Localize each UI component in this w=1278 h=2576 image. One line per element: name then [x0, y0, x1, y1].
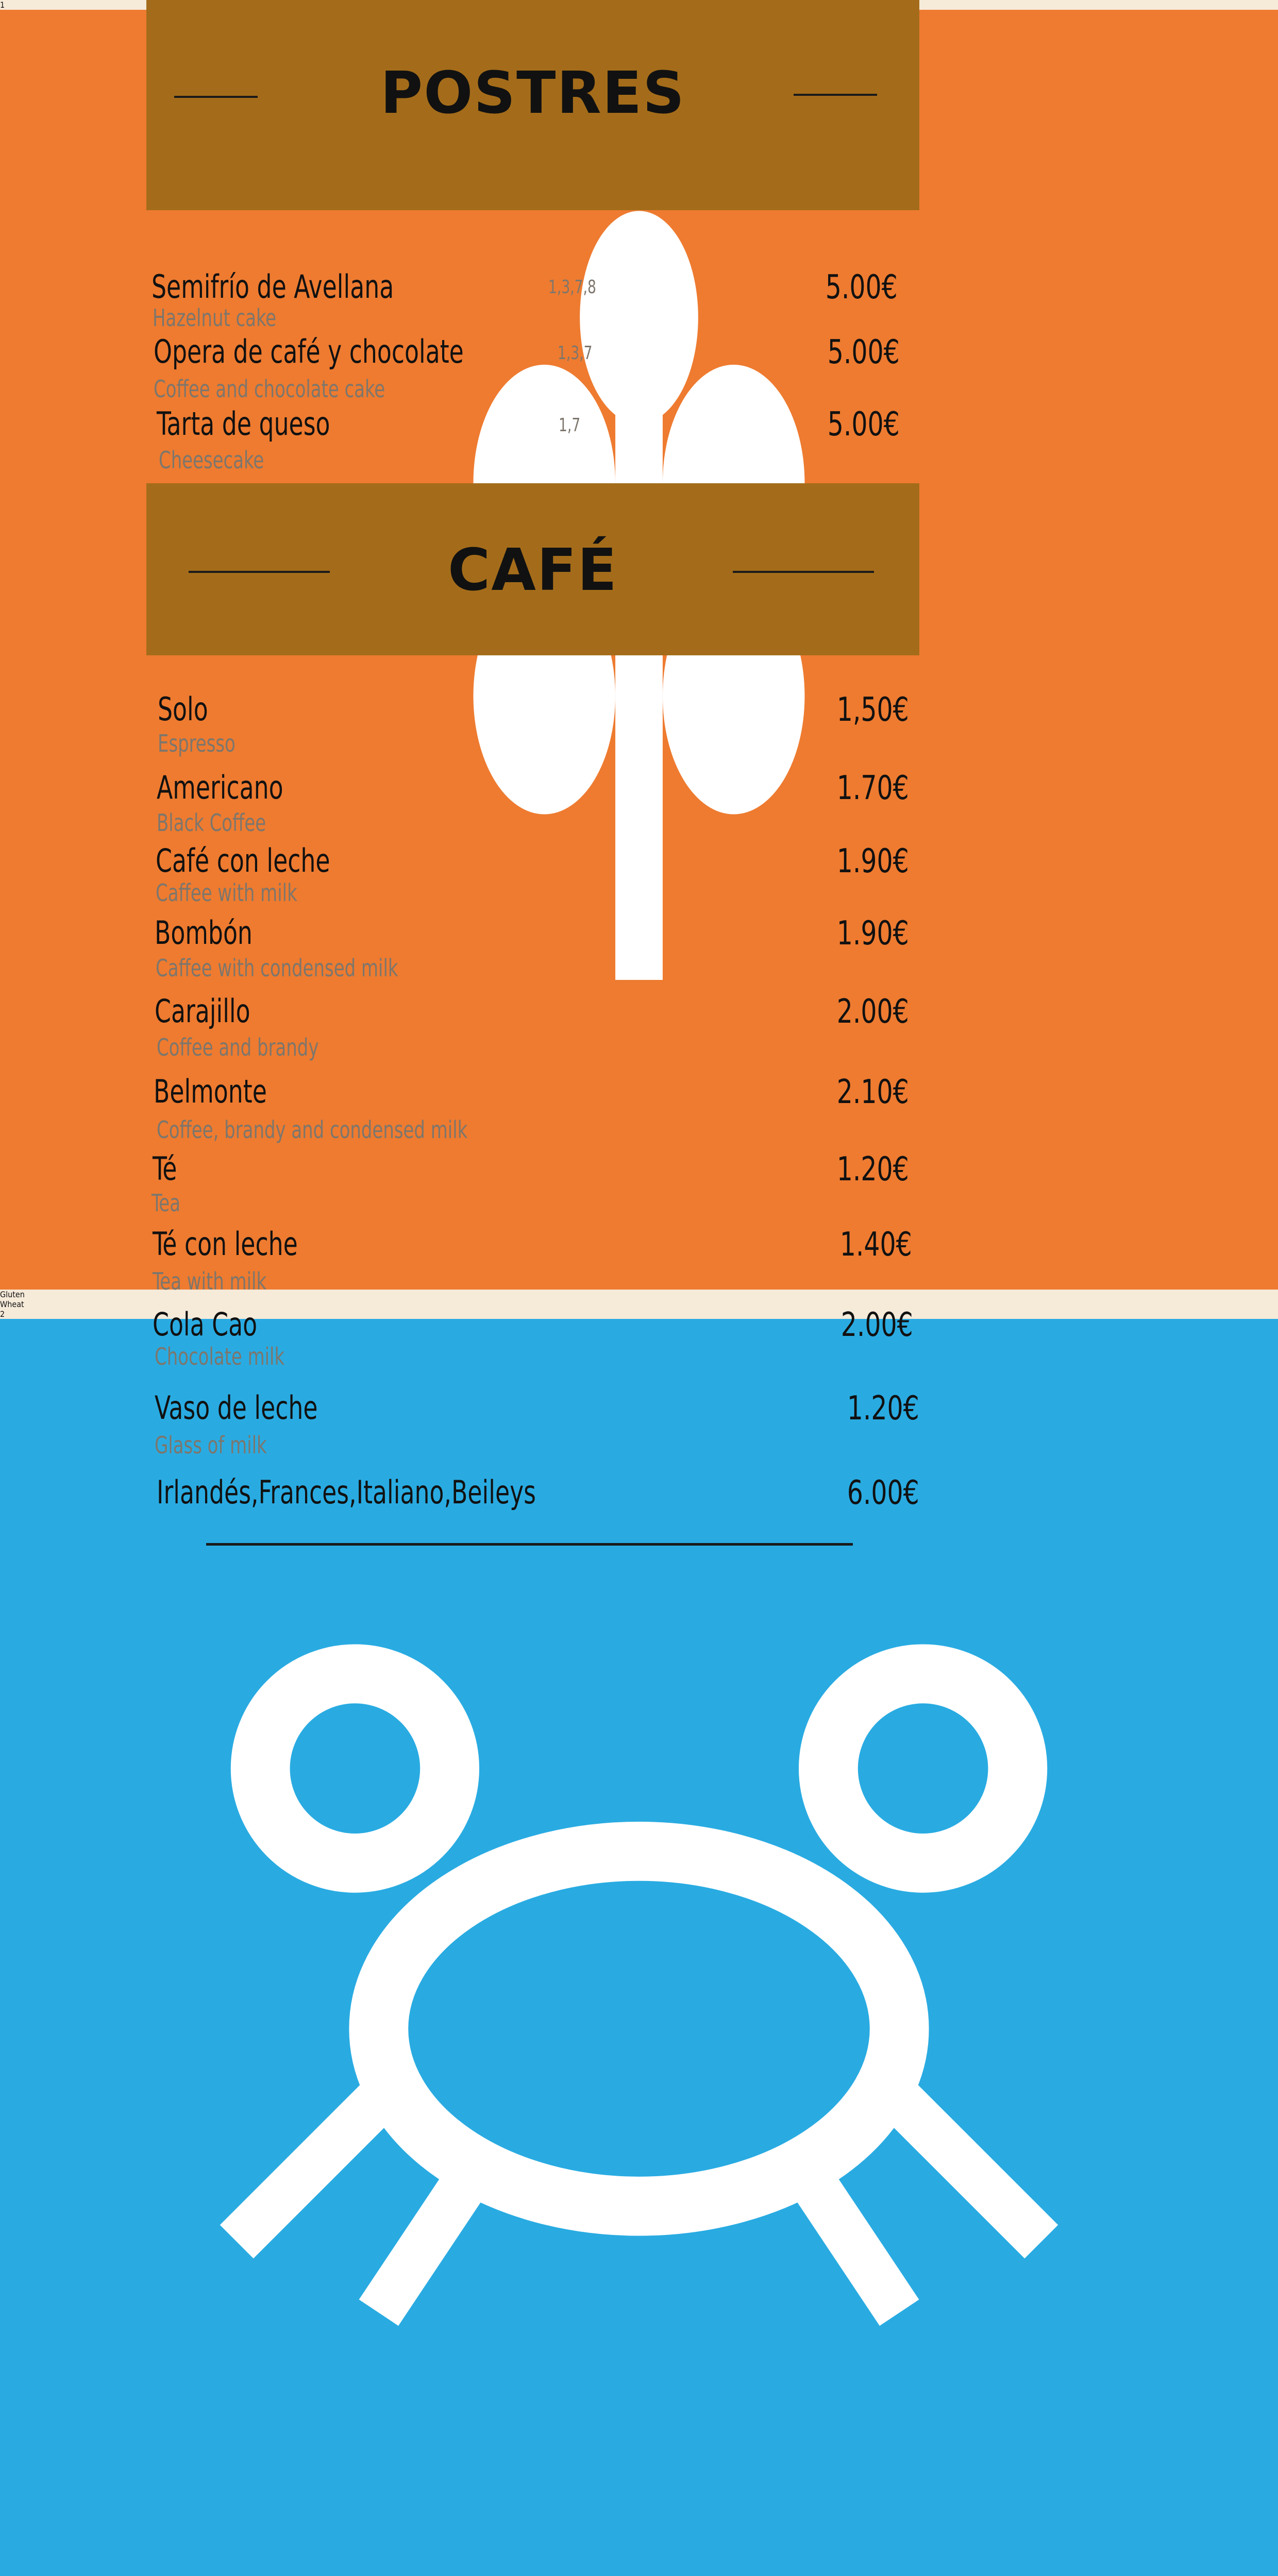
coffee-translation: Caffee with condensed milk: [156, 954, 398, 982]
allergen-name-es: Gluten: [0, 1290, 25, 1299]
coffee-translation: Coffee, brandy and condensed milk: [157, 1116, 468, 1144]
coffee-name: Té: [153, 1150, 177, 1188]
coffee-name: Té con leche: [153, 1225, 298, 1263]
dessert-price: 5.00€: [827, 405, 900, 444]
coffee-name: Vaso de leche: [155, 1389, 318, 1427]
dessert-price: 5.00€: [825, 268, 898, 307]
coffee-translation: Coffee and brandy: [157, 1033, 319, 1061]
coffee-price: 6.00€: [847, 1474, 919, 1512]
coffee-name: Café con leche: [156, 842, 330, 879]
coffee-name: Carajillo: [155, 992, 250, 1030]
dessert-translation: Cheesecake: [159, 446, 264, 474]
dessert-translation: Coffee and chocolate cake: [154, 375, 385, 403]
coffee-name: Irlandés,Frances,Italiano,Beileys: [157, 1473, 536, 1511]
coffee-translation: Black Coffee: [157, 809, 266, 837]
coffee-name: Bombón: [155, 914, 253, 952]
section-title-postres: POSTRES: [380, 60, 685, 127]
allergen-name-en: Wheat: [0, 1299, 24, 1309]
coffee-price: 2.10€: [836, 1073, 909, 1111]
dessert-name: Semifrío de Avellana: [152, 268, 394, 306]
section-title-cafe: CAFÉ: [448, 537, 618, 604]
coffee-translation: Tea: [152, 1189, 180, 1217]
banner-rule-right: [733, 571, 874, 573]
dessert-name: Opera de café y chocolate: [154, 333, 464, 370]
coffee-translation: Caffee with milk: [156, 879, 297, 907]
allergen-number: 1: [0, 0, 5, 10]
dessert-allergens: 1,3,7: [558, 343, 593, 364]
postres-banner: [146, 0, 919, 210]
coffee-price: 1.90€: [836, 914, 909, 953]
allergen-number: 2: [0, 1309, 5, 1319]
dessert-allergens: 1,3,7,8: [548, 277, 596, 298]
coffee-price: 1.20€: [836, 1150, 909, 1189]
dessert-translation: Hazelnut cake: [153, 304, 277, 332]
coffee-name: Cola Cao: [153, 1306, 258, 1343]
coffee-price: 1.90€: [836, 842, 909, 880]
coffee-price: 1.70€: [836, 769, 909, 807]
banner-rule-right: [794, 94, 877, 96]
coffee-price: 1,50€: [836, 691, 909, 729]
coffee-price: 1.40€: [839, 1226, 912, 1264]
allergen-divider: [206, 1543, 853, 1546]
coffee-name: Solo: [158, 690, 208, 728]
dessert-price: 5.00€: [827, 333, 900, 371]
coffee-price: 1.20€: [847, 1389, 919, 1428]
coffee-price: 2.00€: [840, 1306, 913, 1344]
coffee-price: 2.00€: [836, 993, 909, 1031]
cafe-banner: [146, 483, 919, 655]
coffee-translation: Espresso: [158, 730, 236, 757]
coffee-name: Belmonte: [154, 1073, 267, 1110]
coffee-name: Americano: [157, 769, 283, 806]
coffee-translation: Glass of milk: [155, 1431, 267, 1459]
coffee-translation: Tea with milk: [153, 1267, 267, 1295]
dessert-name: Tarta de queso: [157, 405, 330, 443]
dessert-allergens: 1,7: [559, 415, 581, 436]
coffee-translation: Chocolate milk: [155, 1343, 285, 1370]
